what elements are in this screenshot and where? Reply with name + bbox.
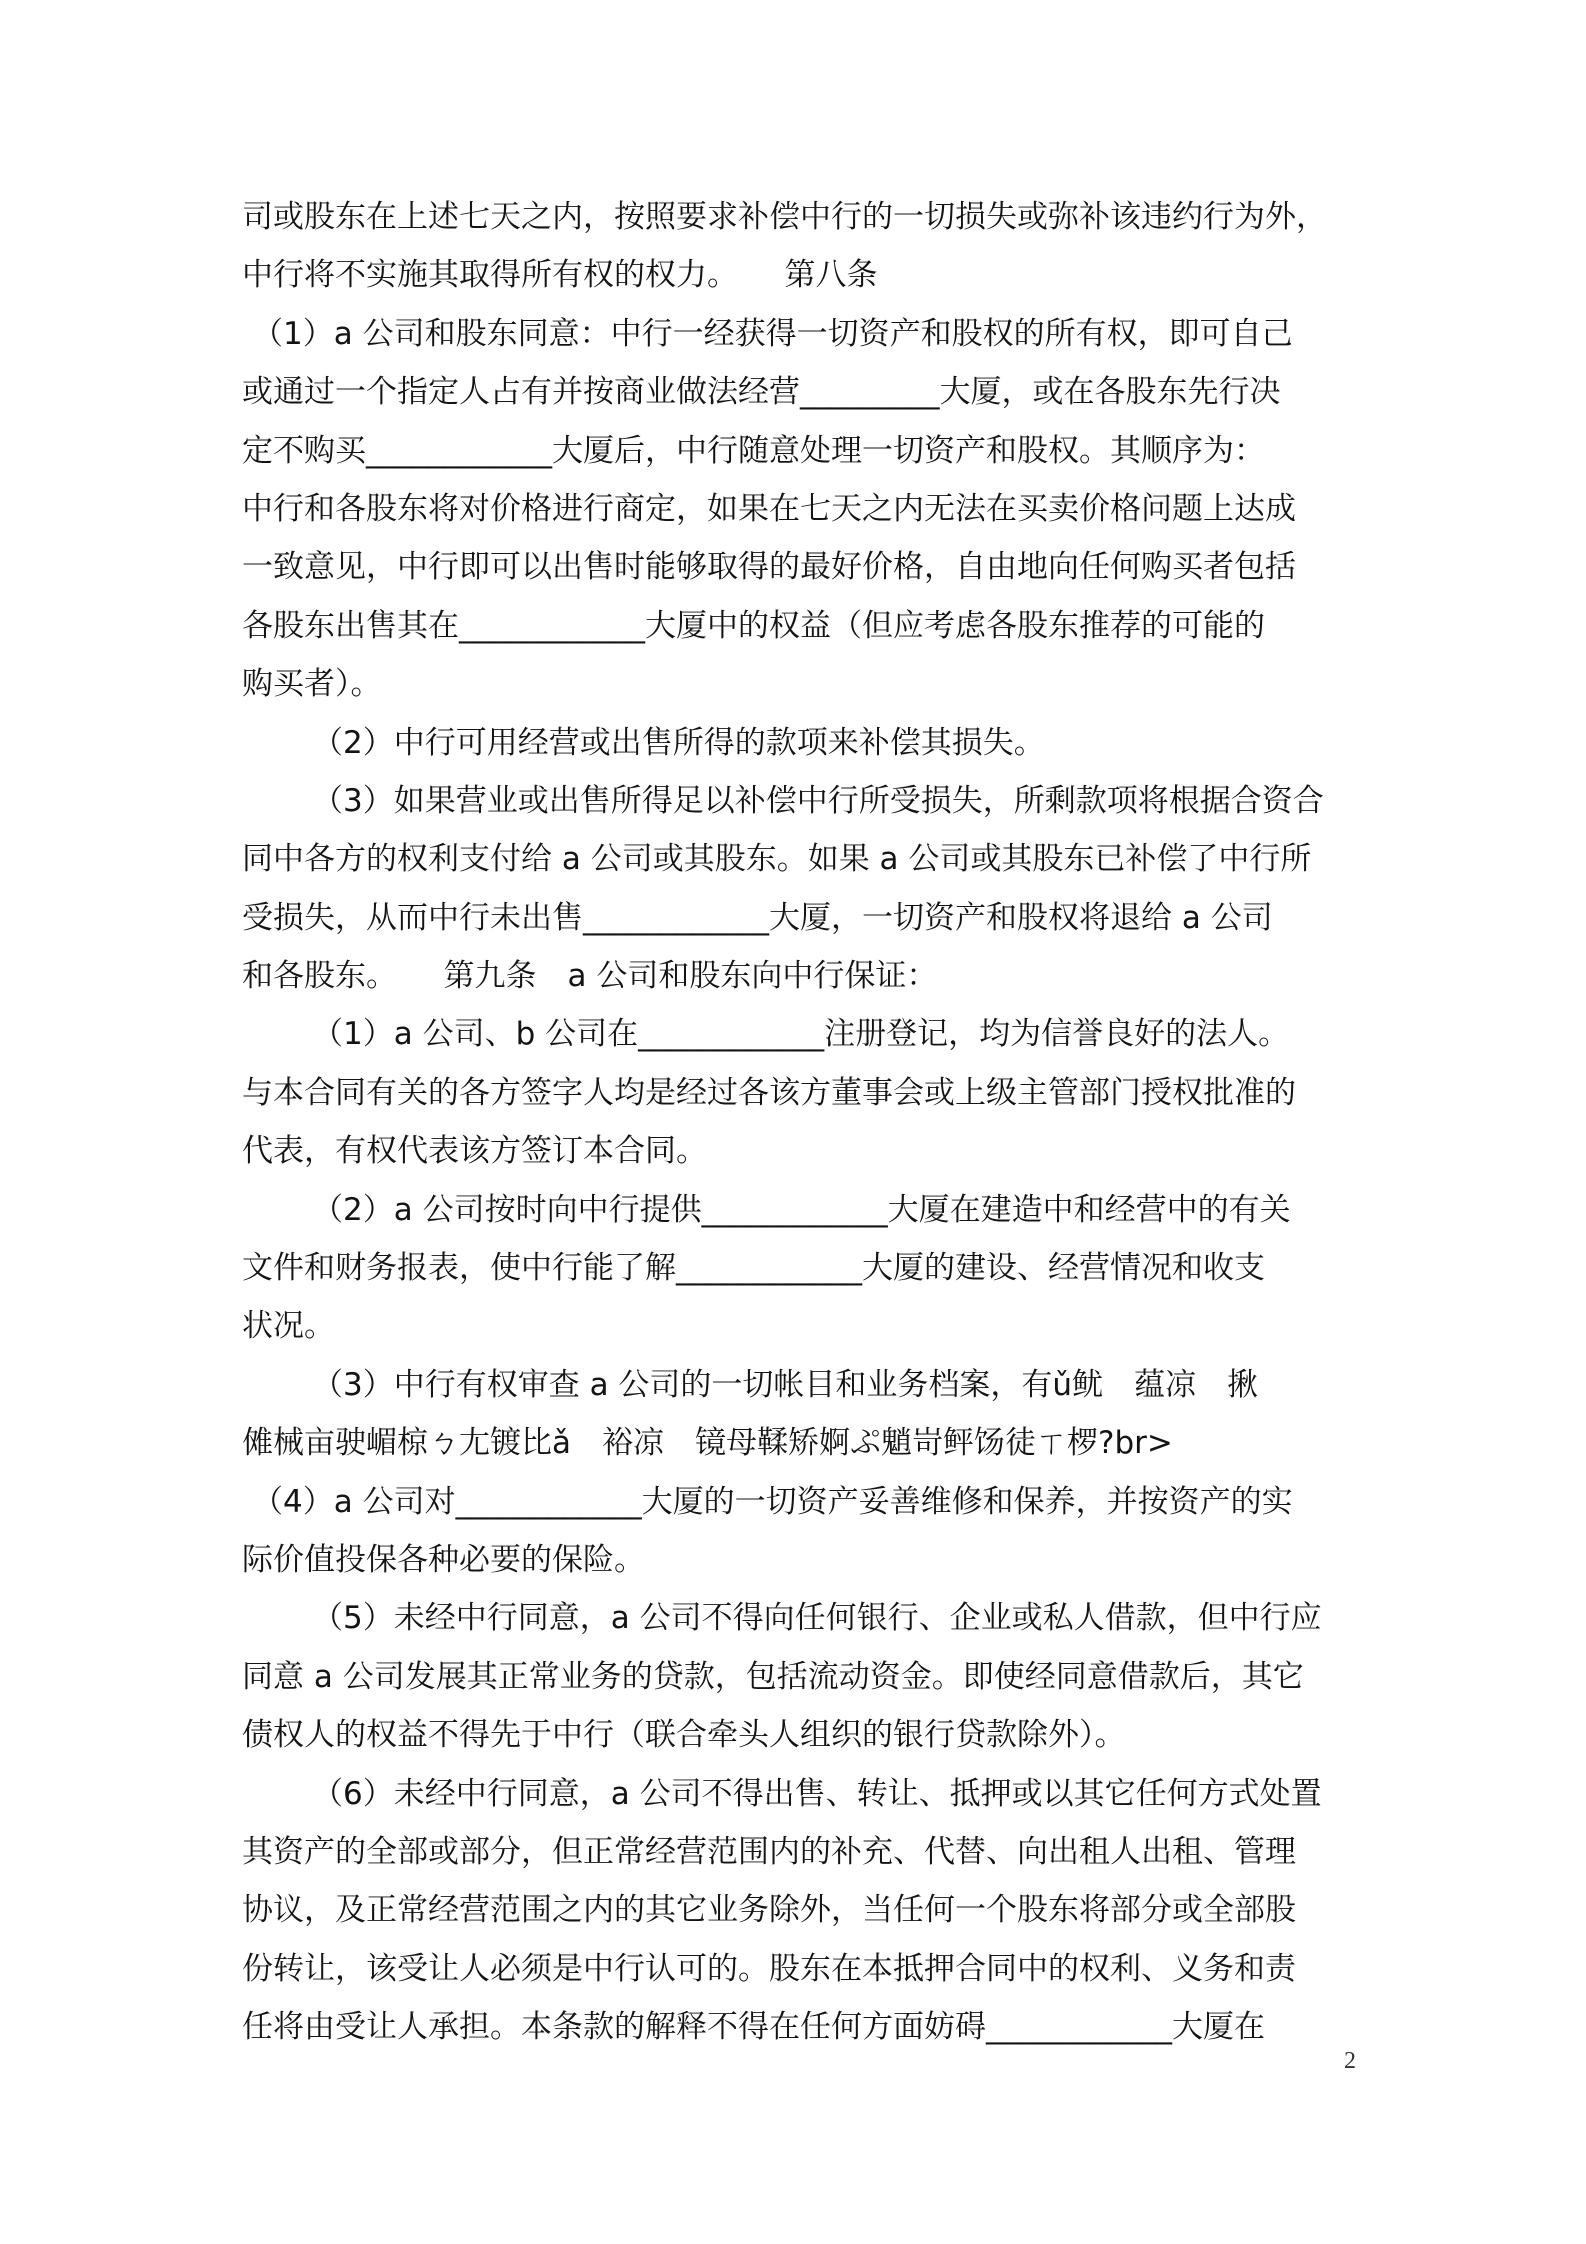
text-line: 状况。 — [242, 1308, 335, 1345]
text-line: 代表，有权代表该方签订本合同。 — [242, 1133, 707, 1170]
text-line: （3）如果营业或出售所得足以补偿中行所受损失，所剩款项将根据合资合 — [312, 782, 1324, 819]
text-line: 任将由受让人承担。本条款的解释不得在任何方面妨碍____________大厦在 — [242, 2009, 1265, 2046]
text-line: 协议，及正常经营范围之内的其它业务除外，当任何一个股东将部分或全部股 — [242, 1892, 1296, 1929]
text-line: （6）未经中行同意，a 公司不得出售、转让、抵押或以其它任何方式处置 — [312, 1775, 1322, 1812]
text-line: （1）a 公司、b 公司在____________注册登记，均为信誉良好的法人。 — [312, 1016, 1290, 1053]
text-line: 份转让，该受让人必须是中行认可的。股东在本抵押合同中的权利、义务和责 — [242, 1950, 1296, 1987]
text-line: 一致意见，中行即可以出售时能够取得的最好价格，自由地向任何购买者包括 — [242, 549, 1296, 586]
text-line: （1）a 公司和股东同意：中行一经获得一切资产和股权的所有权，即可自己 — [252, 315, 1293, 352]
text-line: 各股东出售其在____________大厦中的权益（但应考虑各股东推荐的可能的 — [242, 607, 1265, 644]
text-line: 傩械亩驶嵋椋ㄅ尢镀比ǎ 裕凉 镜母鞣矫婀ぷ魈岢鲆饧徒ㄒ椤?br> — [242, 1425, 1173, 1462]
text-line: （5）未经中行同意，a 公司不得向任何银行、企业或私人借款，但中行应 — [312, 1600, 1322, 1637]
text-line: 购买者）。 — [242, 666, 382, 703]
text-line: 中行和各股东将对价格进行商定，如果在七天之内无法在买卖价格问题上达成 — [242, 490, 1296, 527]
text-line: 中行将不实施其取得所有权的权力。 第八条 — [242, 257, 878, 294]
text-line: 其资产的全部或部分，但正常经营范围内的补充、代替、向出租人出租、管理 — [242, 1833, 1296, 1870]
text-line: 定不购买____________大厦后，中行随意处理一切资产和股权。其顺序为： — [242, 432, 1265, 469]
text-line: 或通过一个指定人占有并按商业做法经营_________大厦，或在各股东先行决 — [242, 374, 1281, 411]
text-line: （3）中行有权审查 a 公司的一切帐目和业务档案，有ǔ鱿 蕴凉 揪 — [312, 1366, 1259, 1403]
text-line: 受损失，从而中行未出售____________大厦，一切资产和股权将退给 a 公司 — [242, 899, 1273, 936]
text-line: （4）a 公司对____________大厦的一切资产妥善维修和保养，并按资产的实 — [252, 1483, 1293, 1520]
text-line: 债权人的权益不得先于中行（联合牵头人组织的银行贷款除外）。 — [242, 1717, 1126, 1754]
text-line: 司或股东在上述七天之内，按照要求补偿中行的一切损失或弥补该违约行为外， — [242, 199, 1327, 235]
text-line: （2）中行可用经营或出售所得的款项来补偿其损失。 — [312, 724, 1045, 761]
text-line: 同意 a 公司发展其正常业务的贷款，包括流动资金。即使经同意借款后，其它 — [242, 1658, 1304, 1695]
body-text — [242, 188, 1372, 2057]
text-line: 与本合同有关的各方签字人均是经过各该方董事会或上级主管部门授权批准的 — [242, 1074, 1296, 1111]
text-line: 文件和财务报表，使中行能了解____________大厦的建设、经营情况和收支 — [242, 1250, 1265, 1287]
text-line: （2）a 公司按时向中行提供____________大厦在建造中和经营中的有关 — [312, 1191, 1291, 1228]
text-line: 际价值投保各种必要的保险。 — [242, 1541, 645, 1578]
page-number: 2 — [1344, 2048, 1356, 2074]
text-line: 同中各方的权利支付给 a 公司或其股东。如果 a 公司或其股东已补偿了中行所 — [242, 841, 1312, 878]
text-line: 和各股东。 第九条 a 公司和股东向中行保证： — [242, 958, 938, 995]
